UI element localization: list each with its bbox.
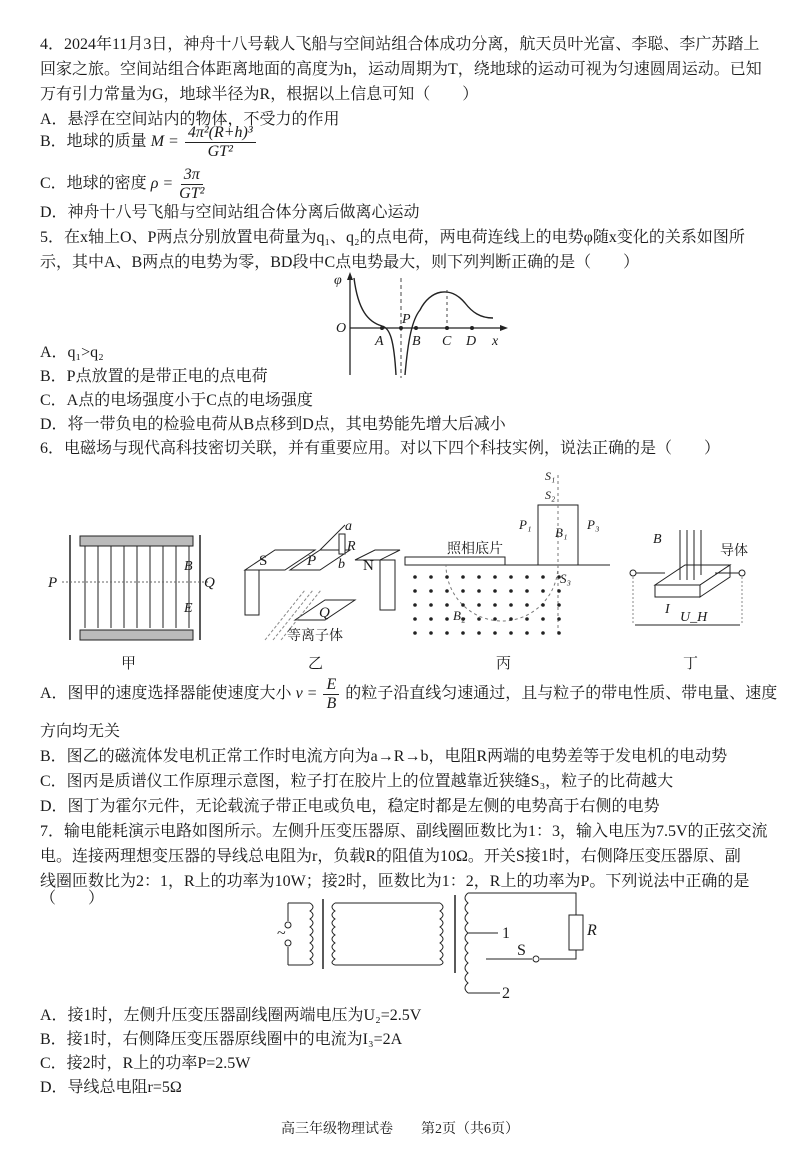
field-dot <box>525 631 529 635</box>
field-dot <box>493 603 497 607</box>
field-dot <box>429 603 433 607</box>
field-dot <box>509 617 513 621</box>
q7-circuit-diagram <box>277 885 620 1005</box>
q4-option-c-label: C．地球的密度 <box>40 175 147 193</box>
q5-option-c: C．A点的电场强度小于C点的电场强度 <box>40 392 313 409</box>
q7-stem-line-4: （ ） <box>40 890 105 907</box>
field-dot <box>557 631 561 635</box>
jia-q-label: Q <box>204 575 215 591</box>
fig-jia-caption: 甲 <box>121 656 137 672</box>
fig-ding-caption: 丁 <box>683 656 699 672</box>
q5-option-b: B．P点放置的是带正电的点电荷 <box>40 368 268 385</box>
q4-option-c-fraction <box>179 166 204 203</box>
q5-option-d: D．将一带负电的检验电荷从B点移到D点，其电势能先增大后减小 <box>40 416 506 433</box>
yi-p-label: P <box>307 553 317 569</box>
ding-b-label: B <box>653 532 662 547</box>
field-dot <box>493 617 497 621</box>
bing-b2-label: B₂ <box>453 608 466 623</box>
c-label: C <box>442 334 452 349</box>
q7-option-d: D．导线总电阻r=5Ω <box>40 1079 182 1096</box>
bing-p1-label: P₁ <box>519 517 532 532</box>
field-dot <box>461 631 465 635</box>
field-dot <box>509 603 513 607</box>
field-dot <box>477 603 481 607</box>
q5-stem-line-1: 5．在x轴上O、P两点分别放置电荷量为q₁、q₂的点电荷，两电荷连线上的电势φ随x变化的关系如图所 <box>40 229 745 246</box>
q6-option-d: D．图丁为霍尔元件，无论载流子带正电或负电，稳定时都是左侧的电势高于右侧的电势 <box>40 798 660 815</box>
yi-q-label: Q <box>319 605 330 621</box>
q4-option-c <box>40 166 206 203</box>
q6-option-b: B．图乙的磁流体发电机正常工作时电流方向为a→R→b，电阻R两端的电势差等于发电机的电动势 <box>40 748 728 765</box>
jia-e-label: E <box>184 601 193 616</box>
numerator: 3π <box>181 166 203 185</box>
x-axis-arrow-icon <box>500 325 508 331</box>
q6-stem: 6．电磁场与现代高科技密切关联，并有重要应用。对以下四个科技实例，说法正确的是（ ） <box>40 440 721 457</box>
field-dot <box>557 589 561 593</box>
denominator: GT² <box>179 185 205 202</box>
x-label: x <box>492 334 499 349</box>
field-dot <box>557 603 561 607</box>
q4-option-b-label: B．地球的质量 <box>40 133 147 151</box>
terminal-2-label: 2 <box>502 985 510 1002</box>
q4-stem-line-2: 回家之旅。空间站组合体距离地面的高度为h，运动周期为T，绕地球的运动可视为匀速圆周运动。已知 <box>40 61 762 78</box>
field-dot <box>477 575 481 579</box>
yi-a-label: a <box>345 519 352 534</box>
field-dot <box>429 589 433 593</box>
curve-left <box>354 278 396 375</box>
field-dot <box>477 631 481 635</box>
q6-option-a-lhs: v = <box>295 685 318 703</box>
field-dot <box>413 631 417 635</box>
o-label: O <box>336 321 347 336</box>
field-dot <box>493 631 497 635</box>
phi-label: φ <box>334 273 342 288</box>
field-dot <box>541 603 545 607</box>
yi-r-label: R <box>347 539 356 554</box>
q4-option-b-fraction <box>185 124 256 161</box>
field-dot <box>541 631 545 635</box>
q7-stem-line-3: 线圈匝数比为2：1，R上的功率为10W；接2时，匝数比为1：2，R上的功率为P。下列说法中正确的是 <box>40 873 750 890</box>
jia-b-label: B <box>184 559 193 574</box>
a-label: A <box>375 334 384 349</box>
q4-option-c-lhs: ρ = <box>150 175 174 193</box>
q4-option-d: D．神舟十八号飞船与空间站组合体分离后做离心运动 <box>40 204 420 221</box>
q6-option-a-fraction <box>323 676 339 713</box>
jia-p-label: P <box>48 575 58 591</box>
field-dot <box>429 631 433 635</box>
yi-s-label: S <box>259 553 268 569</box>
field-dot <box>445 617 449 621</box>
q6-option-a-pre: A．图甲的速度选择器能使速度大小 <box>40 685 292 703</box>
field-dot <box>413 589 417 593</box>
phi-axis-arrow-icon <box>347 272 353 280</box>
d-label: D <box>466 334 477 349</box>
q4-option-b <box>40 124 258 161</box>
field-dot <box>477 617 481 621</box>
field-dot <box>509 631 513 635</box>
q4-stem-line-1: 4．2024年11月3日，神舟十八号载人飞船与空间站组合体成功分离，航天员叶光富、李聪、李广苏踏上 <box>40 36 760 53</box>
field-dot <box>509 575 513 579</box>
field-dot <box>445 589 449 593</box>
bing-b1-label: B₁ <box>555 525 568 540</box>
field-dot <box>461 575 465 579</box>
q7-option-b: B．接1时，右侧降压变压器原线圈中的电流为I₃=2A <box>40 1031 403 1048</box>
page-footer: 高三年级物理试卷 第2页（共6页） <box>281 1122 519 1137</box>
ding-i-label: I <box>665 602 670 617</box>
q7-stem-line-2: 电。连接两理想变压器的导线总电阻为r，负载R的阻值为10Ω。开关S接1时，右侧降压变压器原、副 <box>40 848 741 865</box>
ac-source-label: ~ <box>277 925 286 942</box>
field-dot <box>461 603 465 607</box>
q5-option-a: A．q₁>q₂ <box>40 344 104 361</box>
q6-option-c: C．图丙是质谱仪工作原理示意图，粒子打在胶片上的位置越靠近狭缝S₃，粒子的比荷越大 <box>40 773 674 790</box>
field-dot <box>493 575 497 579</box>
fig-yi-caption: 乙 <box>308 656 324 672</box>
b-label: B <box>412 334 421 349</box>
switch-s-label: S <box>517 942 526 959</box>
yi-b-label: b <box>338 557 345 572</box>
ding-conductor-label: 导体 <box>720 544 748 559</box>
field-dot <box>413 617 417 621</box>
field-dot <box>525 589 529 593</box>
field-dot <box>541 617 545 621</box>
q4-stem-line-3: 万有引力常量为G，地球半径为R，根据以上信息可知（ ） <box>40 86 479 103</box>
field-dot <box>525 575 529 579</box>
numerator: E <box>323 676 339 695</box>
field-dot <box>429 617 433 621</box>
field-dot <box>557 617 561 621</box>
q7-option-a: A．接1时，左侧升压变压器副线圈两端电压为U₂=2.5V <box>40 1007 422 1024</box>
q5-stem-line-2: 示，其中A、B两点的电势为零，BD段中C点电势最大，则下列判断正确的是（ ） <box>40 254 640 271</box>
yi-plasma-label: 等离子体 <box>287 629 343 644</box>
bing-p3-label: P₃ <box>587 517 600 532</box>
field-dot <box>461 589 465 593</box>
field-dot <box>541 575 545 579</box>
bing-s3-label: S₃ <box>560 571 572 586</box>
q7-option-c: C．接2时，R上的功率P=2.5W <box>40 1055 251 1072</box>
p-label: P <box>402 312 411 327</box>
field-dot <box>429 575 433 579</box>
numerator: 4π²(R+h)³ <box>185 124 256 143</box>
fig-bing-caption: 丙 <box>496 656 512 672</box>
field-dot <box>477 589 481 593</box>
field-dot <box>445 575 449 579</box>
q6-option-a-post: 的粒子沿直线匀速通过，且与粒子的带电性质、带电量、速度 <box>345 685 778 703</box>
fig-yi-mhd-generator <box>235 520 405 645</box>
field-dot <box>493 589 497 593</box>
q4-option-b-lhs: M = <box>150 133 179 151</box>
field-dot <box>445 603 449 607</box>
fig-ding-hall-element <box>625 525 750 635</box>
field-dot <box>525 603 529 607</box>
bing-s1-label: S₁ <box>545 469 556 483</box>
field-dot <box>509 589 513 593</box>
field-dot <box>445 631 449 635</box>
q5-potential-graph <box>320 270 510 380</box>
q7-stem-line-1: 7．输电能耗演示电路如图所示。左侧升压变压器原、副线圈匝数比为1：3，输入电压为7.5V的正弦交流 <box>40 823 768 840</box>
terminal-1-label: 1 <box>502 925 510 942</box>
field-dot <box>413 575 417 579</box>
yi-n-label: N <box>363 558 374 574</box>
field-dot <box>541 589 545 593</box>
q6-option-a <box>40 676 777 713</box>
fig-bing-mass-spectrometer <box>405 465 615 640</box>
q6-option-a-cont: 方向均无关 <box>40 723 121 740</box>
field-dot <box>413 603 417 607</box>
bing-s2-label: S₂ <box>545 488 556 502</box>
ding-uh-label: U_H <box>680 610 708 625</box>
bing-film-label: 照相底片 <box>447 542 503 557</box>
q4-option-a: A．悬浮在空间站内的物体，不受力的作用 <box>40 111 340 128</box>
denominator: GT² <box>207 143 233 160</box>
field-dot <box>525 617 529 621</box>
fig-jia-velocity-selector <box>40 530 220 645</box>
denominator: B <box>326 695 337 712</box>
resistor-r-label: R <box>587 922 597 939</box>
